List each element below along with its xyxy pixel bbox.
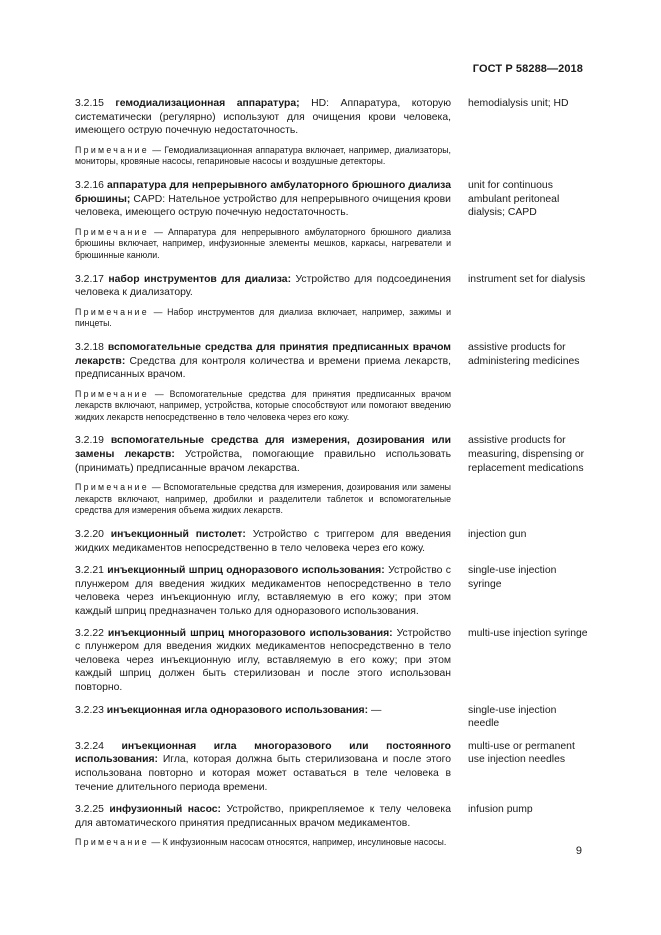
term-note [75, 389, 451, 424]
term-note [75, 145, 451, 168]
term-definition: CAPD: Нательное устройство для непрерывного очищения крови человека, имеющего острую почечную недостаточность. [75, 193, 451, 219]
term-ru-column [75, 97, 451, 168]
term-en-equivalent: infusion pump [468, 804, 533, 816]
term-note [75, 307, 451, 330]
term-ru-column [75, 627, 451, 695]
term-entry-3-2-16 [75, 179, 589, 262]
term-definition-paragraph [75, 528, 451, 555]
note-text: — Вспомогательные средства для принятия предписанных врачом лекарств включают, например, устройства, которые способствуют или помогают введению жидких лекарств непосредственно в тело человека через его кожу. [75, 388, 451, 422]
term-number: 3.2.22 [75, 627, 104, 639]
term-definition: Устройство, прикрепляемое к телу человека для автоматического принятия предписанных врачом медикаментов. [75, 804, 451, 829]
term-definition-paragraph [75, 97, 451, 138]
term-entry-3-2-22 [75, 627, 589, 695]
term-en-equivalent: assistive products for measuring, dispensing or replacement medications [468, 435, 585, 474]
note-label: Примечание [75, 226, 149, 237]
term-name: инъекционный шприц одноразового использования: [107, 565, 385, 577]
term-name: инъекционная игла многоразового или постоянного использования: [75, 740, 452, 766]
term-entry-3-2-25 [75, 803, 589, 849]
term-entry-3-2-20 [75, 528, 589, 555]
term-en-equivalent: single-use injection needle [468, 704, 557, 730]
term-entry-3-2-24 [75, 740, 589, 794]
term-name: инъекционный шприц многоразового использования: [107, 627, 393, 639]
note-label: Примечание [75, 482, 149, 493]
term-definition-paragraph [75, 704, 451, 718]
term-definition: HD: Аппаратура, которую систематически (регулярно) используют для очищения крови человека, имеющего острую почечную недостаточность. [75, 98, 452, 137]
term-ru-column [75, 434, 451, 517]
term-definition-paragraph [75, 627, 451, 695]
term-number: 3.2.21 [75, 565, 104, 577]
page-number: 9 [575, 845, 582, 857]
term-entry-3-2-21 [75, 564, 589, 618]
note-label: Примечание [75, 144, 149, 155]
standard-header: ГОСТ Р 58288—2018 [472, 63, 583, 75]
term-definition: Средства для контроля количества и времени приема лекарств, предписанных врачом. [75, 355, 452, 381]
term-name: аппаратура для непрерывного амбулаторного брюшного диализа брюшины; [75, 179, 451, 205]
term-number: 3.2.25 [75, 804, 104, 816]
term-number: 3.2.16 [75, 179, 104, 191]
note-text: — Гемодиализационная аппаратура включает, например, диализаторы, мониторы, кровяные насосы, гепариновые насосы и воздушные детекторы. [75, 144, 451, 167]
term-note [75, 482, 451, 517]
term-ru-column [75, 273, 451, 330]
term-note [75, 837, 451, 849]
term-definition-paragraph [75, 341, 451, 382]
term-definition: — [370, 704, 382, 716]
term-ru-column [75, 179, 451, 262]
term-number: 3.2.17 [75, 273, 104, 285]
term-definition: Устройство с плунжером для введения жидких медикаментов непосредственно в тело человека через инъекционную иглу, вставляемую в его кожу; при этом каждый шприц должен быть стерилизован и после этого использован повторно. [75, 627, 451, 693]
term-definition-paragraph [75, 434, 451, 475]
term-definition-paragraph [75, 564, 451, 618]
note-text: — К инфузионным насосам относятся, например, инсулиновые насосы. [151, 837, 447, 848]
term-number: 3.2.18 [75, 341, 104, 353]
term-definition: Устройства, помогающие правильно использовать (принимать) предписанные врачом лекарства. [75, 449, 451, 474]
term-name: набор инструментов для диализа: [108, 273, 292, 285]
term-note [75, 227, 451, 262]
term-definition-paragraph [75, 273, 451, 300]
term-ru-column [75, 740, 451, 794]
term-definition-paragraph [75, 179, 451, 220]
term-number: 3.2.15 [75, 98, 104, 109]
term-en-equivalent: unit for continuous ambulant peritoneal dialysis; CAPD [468, 179, 560, 219]
term-number: 3.2.20 [75, 529, 104, 541]
note-text: — Вспомогательные средства для измерения, дозирования или замены лекарств включают, например, дробилки и разделители таблеток и вспомогательные средства для измерения объема жидких лекарств. [75, 482, 452, 516]
note-label: Примечание [75, 306, 149, 317]
term-name: инъекционная игла одноразового использования: [106, 704, 369, 716]
term-definition: Устройство для подсоединения человека к диализатору. [75, 273, 452, 299]
term-definition: Игла, которая должна быть стерилизована и после этого использована повторно и которая может оставаться в теле человека в течение длительного периода времени. [75, 754, 452, 793]
term-definition: Устройство с триггером для введения жидких медикаментов непосредственно в тело человека через его кожу. [75, 529, 451, 554]
note-label: Примечание [75, 837, 149, 848]
term-en-equivalent: multi-use injection syringe [468, 627, 588, 639]
term-ru-column [75, 341, 451, 424]
terms-content [75, 97, 589, 849]
term-definition-paragraph [75, 740, 451, 794]
term-name: инфузионный насос: [109, 804, 222, 816]
term-en-equivalent: multi-use or permanent use injection needles [468, 740, 575, 766]
note-label: Примечание [75, 388, 149, 399]
term-entry-3-2-23 [75, 704, 589, 731]
term-name: гемодиализационная аппаратура; [115, 98, 300, 109]
term-en-equivalent: instrument set for dialysis [468, 273, 586, 285]
term-entry-3-2-17 [75, 273, 589, 330]
note-text: — Набор инструментов для диализа включает, например, зажимы и пинцеты. [75, 306, 451, 329]
term-name: вспомогательные средства для измерения, дозирования или замены лекарств: [75, 435, 451, 461]
term-definition-paragraph [75, 803, 451, 830]
term-entry-3-2-19 [75, 434, 589, 517]
term-name: вспомогательные средства для принятия предписанных врачом лекарств: [75, 341, 451, 367]
term-entry-3-2-15 [75, 97, 589, 168]
term-ru-column [75, 704, 451, 731]
term-number: 3.2.23 [75, 704, 104, 716]
term-entry-3-2-18 [75, 341, 589, 424]
term-name: инъекционный пистолет: [110, 529, 246, 541]
term-number: 3.2.19 [75, 435, 104, 447]
term-en-equivalent: injection gun [468, 529, 527, 541]
term-en-equivalent: hemodialysis unit; HD [468, 98, 569, 109]
term-en-equivalent: assistive products for administering medicines [468, 341, 580, 367]
term-en-equivalent: single-use injection syringe [468, 565, 557, 590]
term-ru-column [75, 528, 451, 555]
term-number: 3.2.24 [75, 740, 104, 752]
term-ru-column [75, 803, 451, 849]
term-definition: Устройство с плунжером для введения жидких медикаментов непосредственно в тело человека через инъекционную иглу, вставляемую в его кожу; при этом каждый шприц предназначен только для одноразового использования. [75, 565, 452, 617]
note-text: — Аппаратура для непрерывного амбулаторного брюшного диализа брюшины включает, например, инфузионные элементы мешков, каркасы, нагреватели и брюшинные канюли. [75, 226, 451, 260]
term-ru-column [75, 564, 451, 618]
